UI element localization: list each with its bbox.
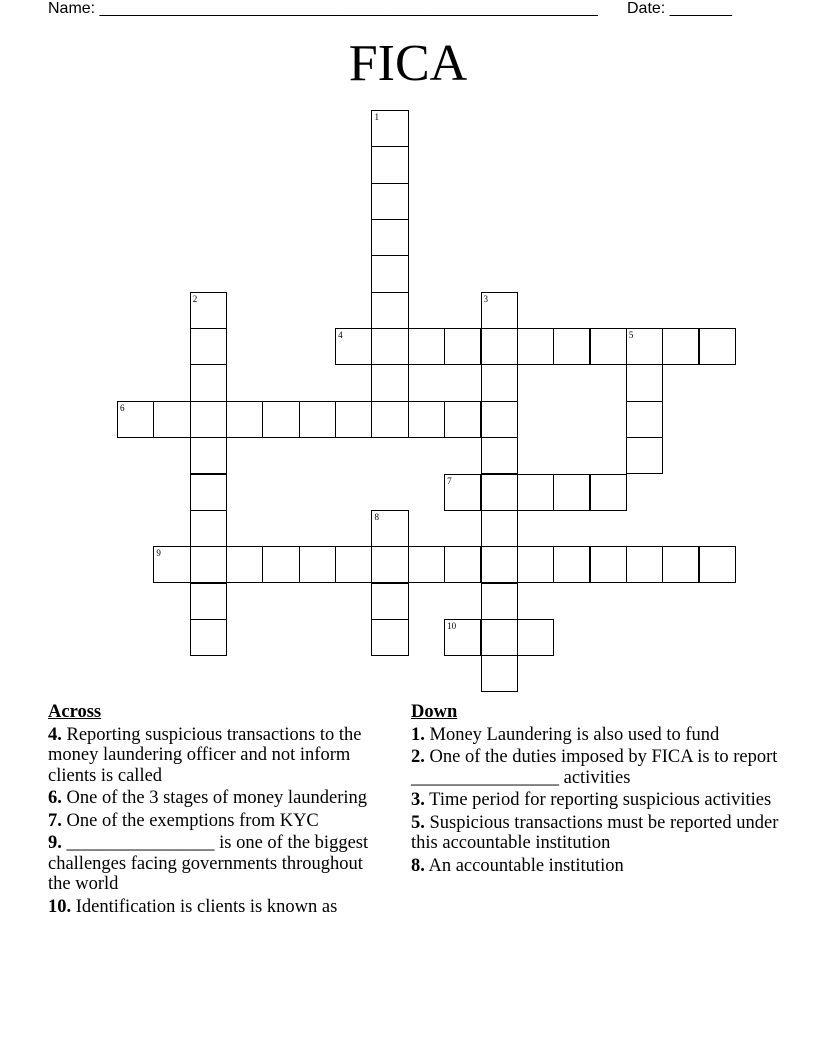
grid-cell[interactable] [226,546,263,583]
grid-cell[interactable] [626,546,663,583]
cell-number-1: 1 [374,112,379,122]
cell-number-3: 3 [483,293,488,304]
cell-number-8: 8 [374,511,379,522]
clue-number: 5. [411,812,425,833]
grid-cell[interactable] [408,401,445,438]
grid-cell[interactable] [662,546,699,583]
grid-cell[interactable] [481,364,518,401]
grid-cell[interactable] [553,474,590,511]
grid-cell[interactable] [590,546,627,583]
grid-cell[interactable] [481,437,518,474]
grid-cell[interactable] [590,328,627,365]
clue-number: 1. [411,724,425,745]
down-clue-3 [411,790,781,811]
clue-number: 6. [48,788,62,808]
across-clue-7 [48,811,388,832]
grid-cell[interactable] [371,583,408,620]
grid-cell[interactable] [408,328,445,365]
grid-cell[interactable] [481,328,518,365]
grid-cell[interactable] [699,546,736,583]
grid-cell[interactable] [444,401,481,438]
grid-cell[interactable] [699,328,736,365]
down-clue-8 [411,856,781,877]
grid-cell[interactable] [190,583,227,620]
grid-cell[interactable] [153,401,190,438]
clue-number: 2. [411,747,425,767]
grid-cell[interactable] [626,364,663,401]
grid-cell[interactable] [190,546,227,583]
cell-number-9: 9 [156,548,161,559]
clue-text: ________________ is one of the biggest challenges facing governments throughout the world [48,833,369,894]
grid-cell[interactable] [262,546,299,583]
across-clue-6 [48,788,388,809]
clue-text: One of the duties imposed by FICA is to report ________________ activities [411,747,778,788]
across-clue-4 [48,725,388,787]
grid-cell[interactable] [190,437,227,474]
name-field-label: Name: ________________________________________________________ [48,0,598,17]
grid-cell[interactable] [190,510,227,547]
grid-cell[interactable] [444,328,481,365]
grid-cell[interactable] [553,328,590,365]
grid-cell[interactable] [371,401,408,438]
clue-number: 8. [411,855,425,876]
grid-cell[interactable] [335,546,372,583]
clue-number: 7. [48,810,62,831]
cell-number-2: 2 [192,293,198,304]
down-heading: Down [411,702,458,722]
across-clues [48,702,388,919]
down-clue-2 [411,747,781,788]
clue-text: Identification is clients is known as [71,896,338,917]
cell-number-7: 7 [447,475,452,486]
grid-cell[interactable] [371,546,408,583]
grid-cell[interactable] [517,546,554,583]
grid-cell[interactable] [262,401,299,438]
grid-cell[interactable] [371,219,408,256]
grid-cell[interactable] [190,619,227,656]
grid-cell[interactable] [517,619,554,656]
clue-number: 9. [48,833,62,853]
across-clue-10 [48,897,388,918]
clue-text: Reporting suspicious transactions to the money laundering officer and not inform clients is called [48,724,362,786]
grid-cell[interactable] [371,146,408,183]
grid-cell[interactable] [481,583,518,620]
grid-cell[interactable] [408,546,445,583]
grid-cell[interactable] [190,364,227,401]
down-clue-1 [411,725,781,746]
clue-text: One of the 3 stages of money laundering [61,788,368,808]
clue-text: Time period for reporting suspicious activities [424,790,772,810]
grid-cell[interactable] [481,510,518,547]
clue-number: 4. [48,724,62,745]
across-clue-9 [48,833,388,895]
grid-cell[interactable] [626,437,663,474]
clue-text: An accountable institution [424,855,624,876]
clue-text: One of the exemptions from KYC [61,810,319,831]
cell-number-5: 5 [628,330,634,341]
across-heading: Across [48,702,102,722]
cell-number-6: 6 [120,402,125,413]
down-clues [411,702,781,878]
grid-cell[interactable] [481,474,518,511]
clue-text: Money Laundering is also used to fund [424,724,720,745]
grid-cell[interactable] [371,292,408,329]
grid-cell[interactable] [481,619,518,656]
grid-cell[interactable] [371,255,408,292]
grid-cell[interactable] [371,364,408,401]
grid-cell[interactable] [590,474,627,511]
grid-cell[interactable] [226,401,263,438]
grid-cell[interactable] [190,328,227,365]
cell-number-4: 4 [338,330,343,341]
grid-cell[interactable] [662,328,699,365]
clue-number: 3. [411,790,425,810]
grid-cell[interactable] [444,546,481,583]
grid-cell[interactable] [371,183,408,220]
grid-cell[interactable] [626,401,663,438]
page-title: FICA [348,35,468,92]
grid-cell[interactable] [299,546,336,583]
grid-cell[interactable] [481,546,518,583]
clue-text: Suspicious transactions must be reported under this accountable institution [411,812,779,853]
down-clue-5 [411,813,781,854]
grid-cell[interactable] [371,619,408,656]
date-field-label: Date: _______ [627,0,732,17]
grid-cell[interactable] [335,401,372,438]
grid-cell[interactable] [190,401,227,438]
grid-cell[interactable] [190,474,227,511]
grid-cell[interactable] [481,401,518,438]
cell-number-10: 10 [447,620,457,631]
grid-cell[interactable] [299,401,336,438]
grid-cell[interactable] [517,328,554,365]
grid-cell[interactable] [371,328,408,365]
grid-cell[interactable] [517,474,554,511]
clue-number: 10. [48,896,72,917]
grid-cell[interactable] [553,546,590,583]
grid-cell[interactable] [481,655,518,692]
